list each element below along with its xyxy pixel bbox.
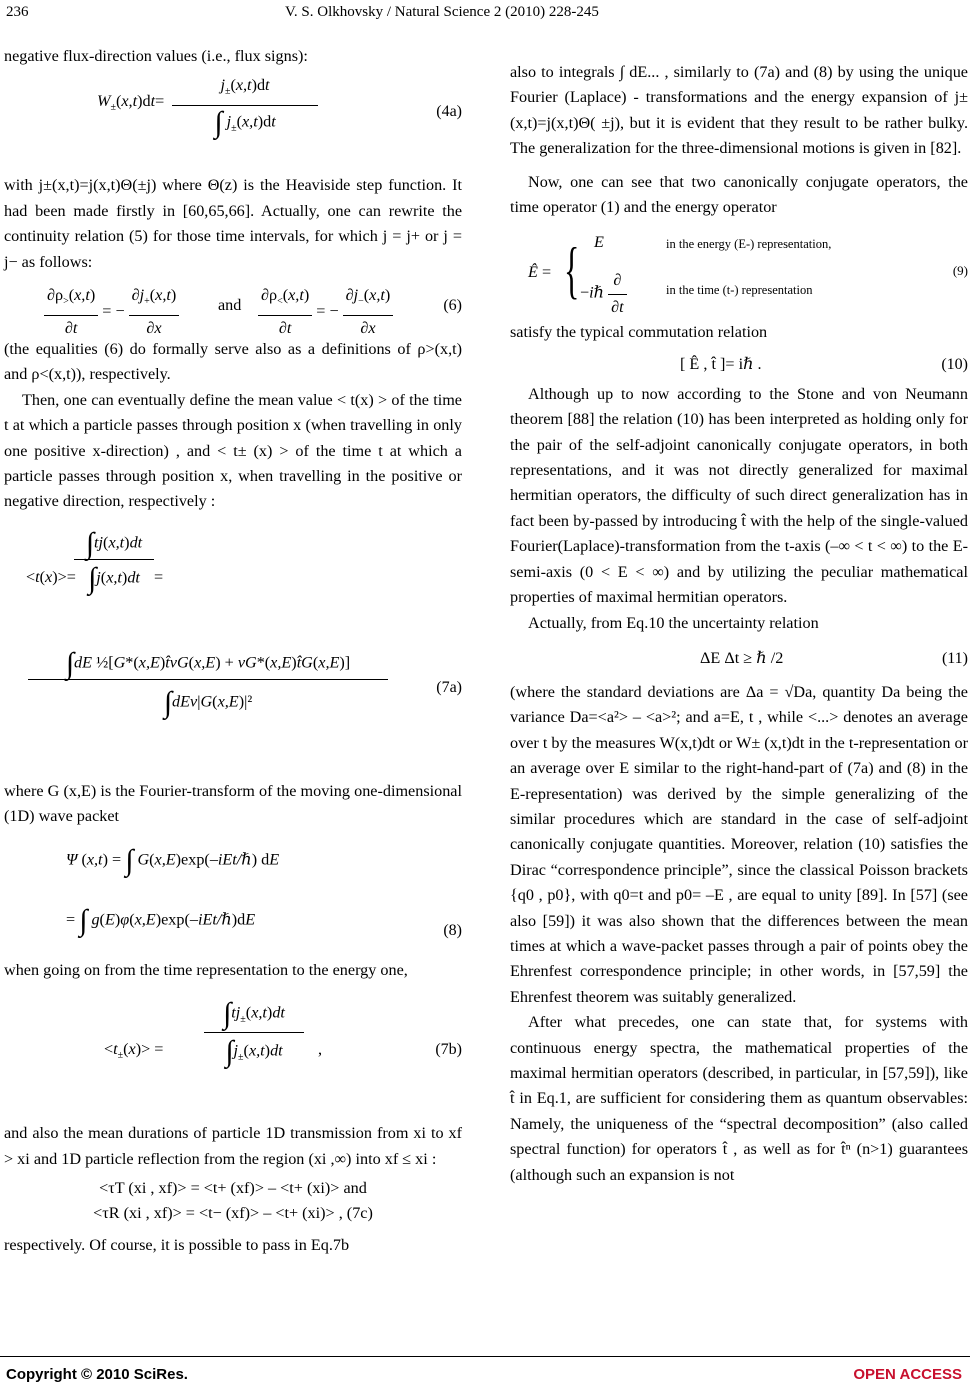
copyright: Copyright © 2010 SciRes. — [6, 1366, 188, 1383]
paragraph: also to integrals ∫ dE... , similarly to (7a) and (8) by using the unique Fourier (Laplace) - transformations and the energy expansion of j±(x,t)=j(x,t)Θ( ±j), but it is evident that they result to be rather bulky. The generalization for the three-dimensional motions is given in [82]. — [510, 63, 968, 158]
paragraph: respectively. Of course, it is possible to pass in Eq.7b — [4, 1235, 350, 1254]
equation-number: (4a) — [436, 103, 462, 121]
paragraph: Actually, from Eq.10 the uncertainty relation — [528, 613, 819, 632]
eq10-expression: [ Ê , t̂ ]= iℏ . — [680, 354, 762, 373]
footer-rule — [0, 1356, 970, 1357]
paragraph: where G (x,E) is the Fourier-transform of the moving one-dimensional (1D) wave packet — [4, 781, 462, 826]
paragraph: when going on from the time representation to the energy one, — [4, 960, 408, 979]
paragraph: (where the standard deviations are Δa = √Da, quantity Da being the variance Da=<a²> – <a>²; and a=E, t , while <...> denotes an average over t by the measures W(x,t)dt or W± (x,t)dt in the t-representation or an average over E similar to the right-hand-part of (7a) and (8) in the E-representation) was derived by the simple generalizing of the similar procedures which are standard in the case of self-adjoint canonically conjugate quantities. Moreover, relation (10) satisfies the Dirac “correspondence principle”, since the classical Poisson brackets {q0 , p0}, with q0=t and p0= –E , are equal to unity [89]. In [57] (see also [59]) it was also shown that the differences between the mean times at which a wave-packet passes through a pair of points obey the Ehrenfest correspondence principle; in other words, in [57,59] the Ehrenfest theorem was suitably generalized. — [510, 682, 968, 1006]
equation-number: (9) — [952, 263, 968, 279]
right-column — [510, 60, 968, 1188]
equation-7b: $<t_\pm(x)>$ = $\int tj_\pm(x,t)dt$ $\int j_\pm(x,t)dt$ , (7b) — [104, 997, 462, 1069]
paragraph: Now, one can see that two canonically conjugate operators, the time operator (1) and the energy operator — [510, 172, 968, 217]
equation-11 — [510, 642, 968, 680]
equation-8: Ψ (x,t) = ∫ G(x,E)exp(–iEt/ℏ) dE = ∫ g(E)φ(x,E)exp(–iEt/ℏ)dE (8) — [4, 840, 462, 958]
paragraph: negative flux-direction values (i.e., flux signs): — [4, 47, 308, 65]
eq9-energy-label: in the energy (E-) representation, — [666, 237, 832, 252]
open-access-label: OPEN ACCESS — [853, 1366, 962, 1383]
paragraph: (the equalities (6) do formally serve also as a definitions of ρ>(x,t) and ρ<(x,t)), respectively. — [4, 340, 462, 384]
equation-number: (10) — [941, 355, 968, 373]
equation-number: (8) — [443, 921, 462, 939]
paragraph: After what precedes, one can state that, for systems with continuous energy spectra, the mathematical properties of the maximal hermitian operators (described, in particular, in [57,59]), like t̂ in Eq.1, are sufficient for considering them as quantum observables: Namely, the uniqueness of the “spectral decomposition” (also called spectral function) for operators t̂ , as well as for t̂ⁿ (n>1) guarantees (although such an expansion is not — [510, 1013, 968, 1184]
paragraph: satisfy the typical commutation relation — [510, 323, 768, 342]
running-title: V. S. Olkhovsky / Natural Science 2 (2010) 228-245 — [285, 4, 599, 20]
equation-9: Ê = { E −iℏ $\frac{\partial}{\partial t}$ in the energy (E-) representation, in the time (t-) representation (9) — [528, 233, 968, 316]
equation-10 — [510, 350, 968, 382]
paragraph: with j±(x,t)=j(x,t)Θ(±j) where Θ(z) is the Heaviside step function. It had been made firstly in [60,65,66]. Actually, one can rewrite the continuity relation (5) for those time intervals, for which j = j+ or j = j− as follows: — [4, 176, 462, 271]
equation-7c-line-2: <τR (xi , xf)> = <t− (xf)> – <t+ (xi)> , (7c) — [93, 1204, 373, 1223]
page-number: 236 — [6, 4, 29, 20]
paragraph: Then, one can eventually define the mean value < t(x) > of the time t at which a particle passes through position x (when travelling in only one positive x-direction) , and < t± (x) > of the time t at which a particle passes through position x, when travelling in the positive or negative direction, respectively : — [4, 390, 462, 511]
paragraph: and also the mean durations of particle 1D transmission from xi to xf > xi and 1D particle reflection from the region (xi ,∞) into xf ≤ xi : — [4, 1124, 462, 1168]
equation-6: $\frac{\partial\rho_>(x,t)}{\partial t}$ = − $\frac{\partial j_+(x,t)}{\partial x}$ and $\frac{\partial\rho_<(x,t)}{\partial t}$ = − $\frac{\partial j_-(x,t)}{\partial x}$ (6) — [4, 279, 462, 337]
paragraph: Although up to now according to the Stone and von Neumann theorem [88] the relation (10) has been interpreted as holding only for the pair of the self-adjoint canonically conjugate operators, in both representations, and it was not directly generalized for maximal hermitian operators, the difficulty of such direct generalization has in fact been by-passed by introducing t̂ with the help of the single-valued Fourier(Laplace)-transformation from the t-axis (–∞ < t < ∞) to the E-semi-axis (0 < E < ∞) and by utilizing the peculiar mathematical properties of maximal hermitian operators. — [510, 384, 968, 607]
equation-number: (7b) — [435, 1041, 462, 1059]
equation-7c-line-1: <τT (xi , xf)> = <t+ (xf)> – <t+ (xi)> and — [99, 1178, 367, 1197]
equation-number: (11) — [941, 649, 968, 667]
equation-number: (6) — [443, 297, 462, 315]
equation-7a: <t(x)>= ∫tj(x,t)dt ∫j(x,t)dt = ∫dE ½[G*(x,E)t̂vG(x,E) + vG*(x,E)t̂G(x,E)] ∫dEv|G(x,E)|² (7a) — [26, 526, 462, 719]
left-column — [4, 44, 462, 1258]
eq9-time-label: in the time (t-) representation — [666, 283, 813, 298]
eq11-expression: ΔE Δt ≥ ℏ /2 — [700, 648, 784, 667]
and-word: and — [218, 296, 242, 315]
equation-4a: $W_\pm(x,t)dt=$ $j_\pm(x,t)dt$ ∫ $j_\pm(x,t)dt$ (4a) — [4, 71, 462, 173]
equation-number: (7a) — [436, 678, 462, 696]
